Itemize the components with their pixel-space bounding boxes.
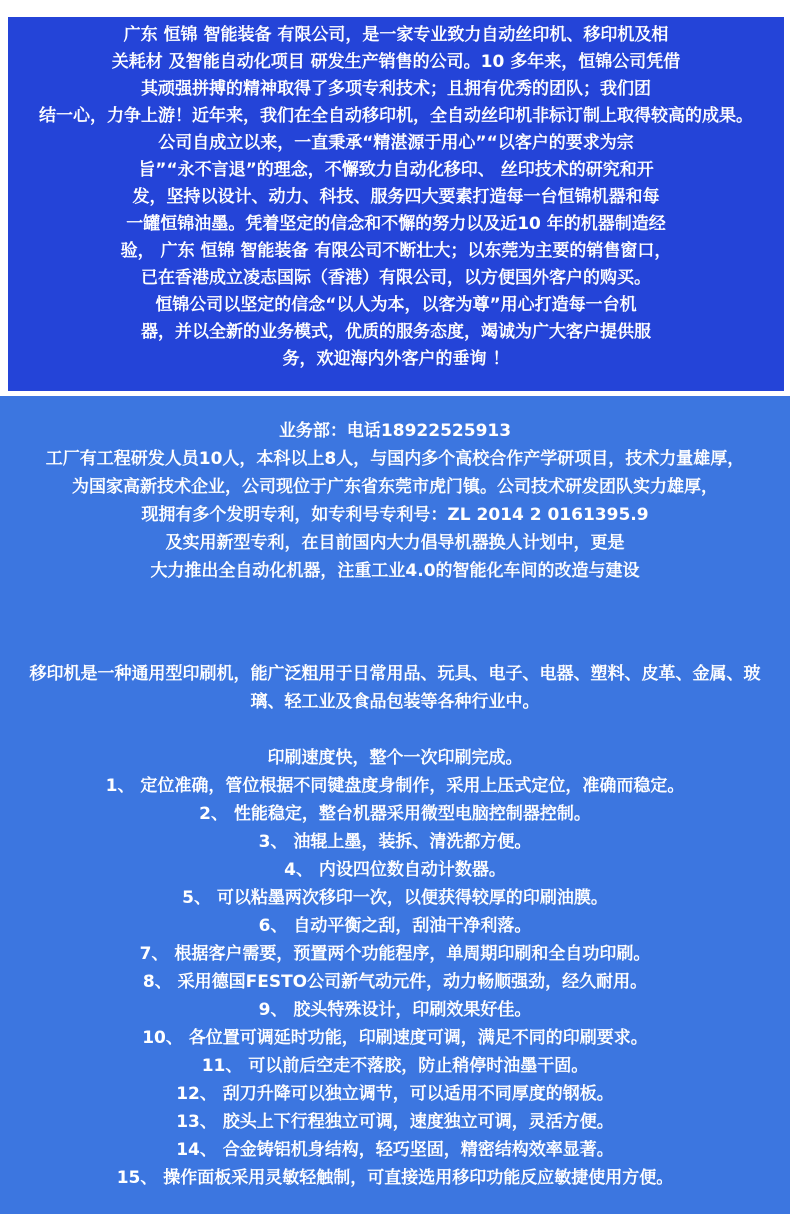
company-intro-line: 一罐恒锦油墨。凭着坚定的信念和不懈的努力以及近10 年的机器制造经 <box>126 214 666 234</box>
patent-number-line: 现拥有多个发明专利，如专利号专利号：ZL 2014 2 0161395.9 <box>141 505 649 525</box>
product-intro-paragraph <box>0 660 790 716</box>
feature-item: 1、 定位准确，管位根据不同键盘度身制作，采用上压式定位，准确而稳定。 <box>105 776 685 796</box>
feature-item: 9、 胶头特殊设计，印刷效果好佳。 <box>258 1000 532 1020</box>
company-intro-line: 已在香港成立凌志国际（香港）有限公司，以方便国外客户的购买。 <box>141 268 651 288</box>
company-intro-line: 恒锦公司以坚定的信念“以人为本，以客为尊”用心打造每一台机 <box>155 295 637 315</box>
business-info-panel <box>0 396 790 1214</box>
feature-item: 11、 可以前后空走不落胶，防止稍停时油墨干固。 <box>201 1056 589 1076</box>
feature-item: 2、 性能稳定，整台机器采用微型电脑控制器控制。 <box>199 804 591 824</box>
company-intro-line: 关耗材 及智能自动化项目 研发生产销售的公司。10 多年来，恒锦公司凭借 <box>111 52 681 72</box>
company-intro-line: 验， 广东 恒锦 智能装备 有限公司不断壮大；以东莞为主要的销售窗口， <box>120 241 672 261</box>
product-intro-line: 璃、轻工业及食品包装等各种行业中。 <box>250 692 540 712</box>
company-intro-line: 结一心，力争上游！近年来，我们在全自动移印机，全自动丝印机非标订制上取得较高的成果。 <box>39 106 753 126</box>
feature-item: 5、 可以粘墨两次移印一次，以便获得较厚的印刷油膜。 <box>182 888 608 908</box>
business-info-line: 大力推出全自动化机器，注重工业4.0的智能化车间的改造与建设 <box>150 561 640 581</box>
feature-item: 14、 合金铸铝机身结构，轻巧坚固，精密结构效率显著。 <box>176 1140 614 1160</box>
business-phone-line: 业务部：电话18922525913 <box>278 421 512 441</box>
feature-item: 3、 油辊上墨，装拆、清洗都方便。 <box>258 832 532 852</box>
company-intro-line: 其顽强拼搏的精神取得了多项专利技术；且拥有优秀的团队；我们团 <box>141 79 651 99</box>
company-intro-line: 公司自成立以来，一直秉承“精湛源于用心”“以客户的要求为宗 <box>158 133 634 153</box>
business-info-line: 工厂有工程研发人员10人，本科以上8人，与国内多个高校合作产学研项目，技术力量雄厚， <box>45 449 745 469</box>
feature-item: 15、 操作面板采用灵敏轻触制，可直接选用移印功能反应敏捷使用方便。 <box>116 1168 674 1188</box>
feature-item: 8、 采用德国FESTO公司新气动元件，动力畅顺强劲，经久耐用。 <box>142 972 648 992</box>
company-intro-line: 发，坚持以设计、动力、科技、服务四大要素打造每一台恒锦机器和每 <box>132 187 660 207</box>
company-intro-line: 广东 恒锦 智能装备 有限公司，是一家专业致力自动丝印机、移印机及相 <box>123 25 669 45</box>
business-info-line: 为国家高新技术企业，公司现位于广东省东莞市虎门镇。公司技术研发团队实力雄厚， <box>72 477 718 497</box>
feature-item: 10、 各位置可调延时功能，印刷速度可调，满足不同的印刷要求。 <box>142 1028 648 1048</box>
product-intro-line: 移印机是一种通用型印刷机，能广泛粗用于日常用品、玩具、电子、电器、塑料、皮革、金属、玻 <box>29 664 761 684</box>
feature-item: 7、 根据客户需要，预置两个功能程序，单周期印刷和全自功印刷。 <box>139 944 651 964</box>
feature-item: 13、 胶头上下行程独立可调，速度独立可调，灵活方便。 <box>176 1112 614 1132</box>
feature-item: 4、 内设四位数自动计数器。 <box>284 860 506 880</box>
features-list <box>0 772 790 1192</box>
company-intro-line: 旨”“永不言退”的理念，不懈致力自动化移印、 丝印技术的研究和开 <box>138 160 654 180</box>
business-contact-block <box>0 417 790 585</box>
feature-item: 6、 自动平衡之刮，刮油干净利落。 <box>258 916 532 936</box>
features-heading: 印刷速度快，整个一次印刷完成。 <box>267 748 523 768</box>
company-intro-line: 务，欢迎海内外客户的垂询 ！ <box>282 349 510 369</box>
company-intro-panel <box>8 17 784 391</box>
business-info-line: 及实用新型专利，在目前国内大力倡导机器换人计划中，更是 <box>165 533 625 553</box>
company-intro-line: 器，并以全新的业务模式，优质的服务态度，竭诚为广大客户提供服 <box>141 322 651 342</box>
feature-item: 12、 刮刀升降可以独立调节，可以适用不同厚度的钢板。 <box>176 1084 614 1104</box>
